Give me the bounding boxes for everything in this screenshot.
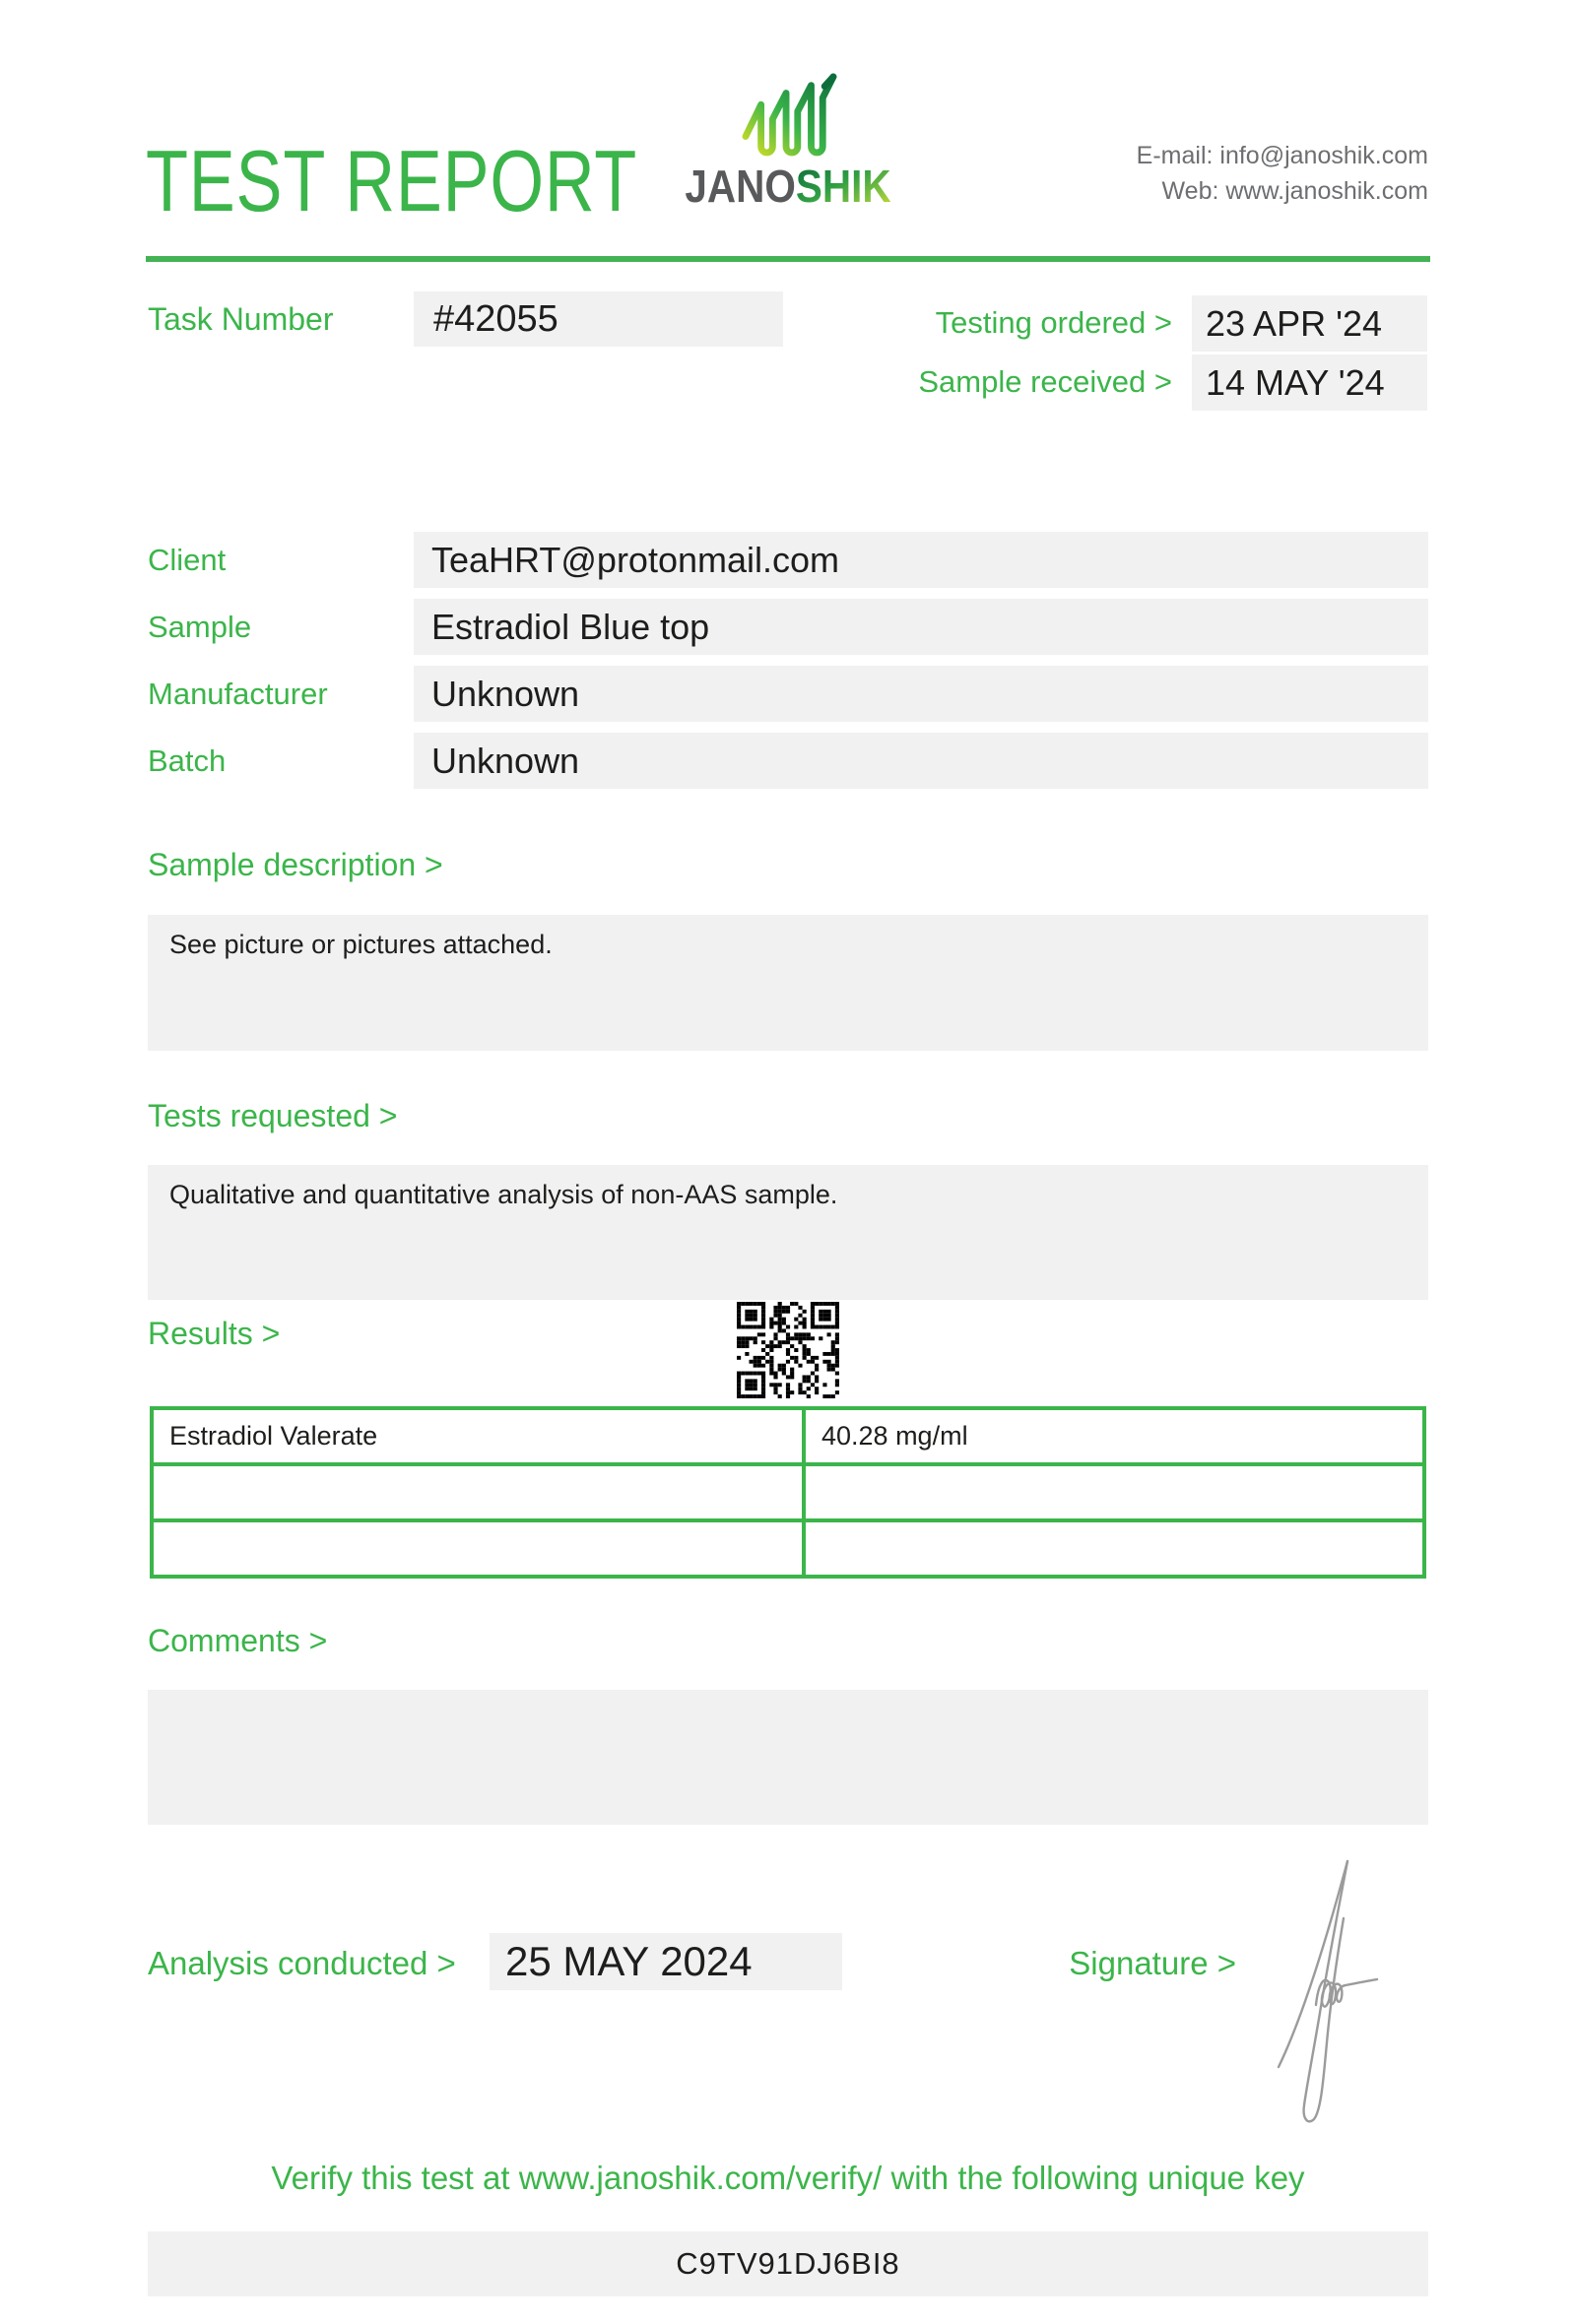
comments-box: [148, 1690, 1428, 1825]
logo-jano: JANO: [685, 161, 796, 212]
sample-label: Sample: [148, 610, 252, 644]
sample-received-value: 14 MAY '24: [1206, 362, 1385, 403]
analysis-date-field: [490, 1933, 842, 1990]
tests-requested-heading: Tests requested >: [148, 1098, 398, 1133]
result-value-cell: [804, 1520, 1424, 1577]
result-substance-cell: Estradiol Valerate: [152, 1408, 804, 1464]
batch-field: [414, 733, 1428, 789]
result-substance-cell: [152, 1520, 804, 1577]
batch-value: Unknown: [431, 741, 580, 781]
tests-requested-box: [148, 1165, 1428, 1300]
analysis-conducted-label: Analysis conducted >: [148, 1945, 456, 1981]
table-row: [152, 1464, 1424, 1520]
client-value: TeaHRT@protonmail.com: [431, 540, 840, 580]
verify-instruction: Verify this test at www.janoshik.com/verify/ with the following unique key: [271, 2160, 1305, 2196]
result-value-cell: 40.28 mg/ml: [804, 1408, 1424, 1464]
task-number-value: #42055: [433, 298, 558, 340]
signature-image: [1269, 1855, 1385, 2135]
verify-key-value: C9TV91DJ6BI8: [676, 2246, 900, 2281]
table-row: [152, 1520, 1424, 1577]
manufacturer-field: [414, 666, 1428, 722]
comments-text: [148, 1690, 1428, 1715]
results-heading: Results >: [148, 1316, 281, 1351]
header-divider: [146, 256, 1430, 262]
tests-requested-text: Qualitative and quantitative analysis of non-AAS sample.: [169, 1180, 838, 1209]
result-substance-cell: [152, 1464, 804, 1520]
client-label: Client: [148, 543, 227, 577]
testing-ordered-field: [1192, 295, 1427, 352]
sample-value: Estradiol Blue top: [431, 607, 710, 647]
sample-description-text: See picture or pictures attached.: [169, 930, 553, 959]
janoshik-logo-icon: [739, 73, 837, 161]
testing-ordered-value: 23 APR '24: [1206, 303, 1382, 344]
comments-heading: Comments >: [148, 1623, 328, 1658]
batch-label: Batch: [148, 743, 227, 778]
sample-description-heading: Sample description >: [148, 847, 443, 882]
sample-field: [414, 599, 1428, 655]
manufacturer-value: Unknown: [431, 674, 580, 714]
verify-key-box: [148, 2231, 1428, 2296]
task-number-field: [414, 291, 783, 347]
manufacturer-label: Manufacturer: [148, 677, 328, 711]
contact-web: Web: www.janoshik.com: [1161, 177, 1428, 205]
janoshik-logo-text: [684, 161, 891, 212]
sample-received-label: Sample received >: [918, 364, 1172, 399]
signature-label: Signature >: [1069, 1945, 1236, 1981]
result-value-cell: [804, 1464, 1424, 1520]
logo-shik: SHIK: [795, 161, 891, 212]
contact-email: E-mail: info@janoshik.com: [1136, 142, 1428, 169]
task-number-label: Task Number: [148, 301, 334, 337]
sample-received-field: [1192, 355, 1427, 411]
client-field: [414, 532, 1428, 588]
results-table: [150, 1406, 1426, 1579]
page-title: TEST REPORT: [146, 132, 638, 229]
testing-ordered-label: Testing ordered >: [935, 305, 1172, 340]
sample-description-box: [148, 915, 1428, 1051]
table-row: [152, 1408, 1424, 1464]
qr-code: [737, 1302, 839, 1398]
contact-block: [1137, 138, 1428, 209]
analysis-date-value: 25 MAY 2024: [505, 1938, 753, 1984]
